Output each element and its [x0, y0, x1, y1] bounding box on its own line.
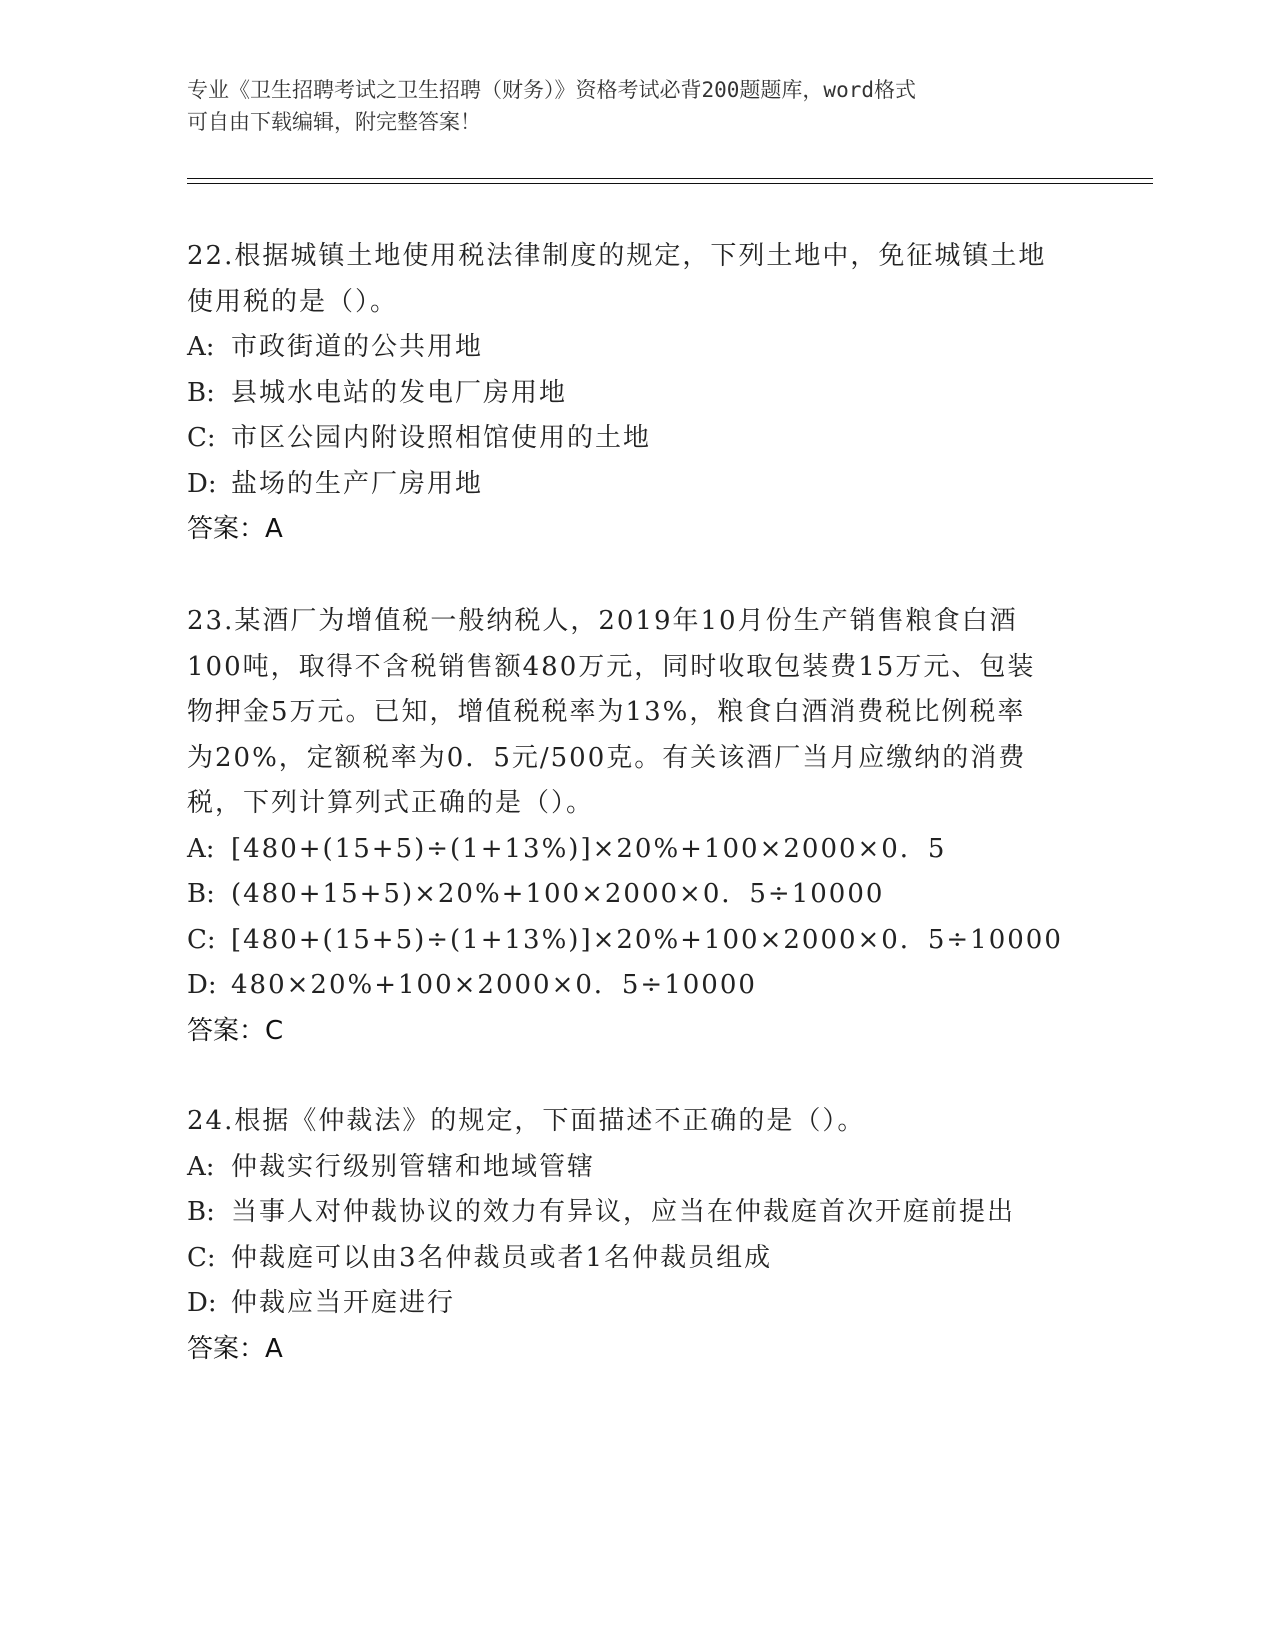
option-c — [187, 416, 1087, 462]
option-text: 盐场的生产厂房用地 — [231, 468, 484, 499]
question-text-line: 物押金5万元。已知，增值税税率为13%，粮食白酒消费税比例税率 — [187, 697, 1026, 727]
page-header — [187, 74, 1087, 138]
option-d — [187, 462, 1087, 508]
option-label: A: — [187, 1151, 215, 1182]
header-title-line-1: 专业《卫生招聘考试之卫生招聘（财务）》资格考试必背200题题库，word格式 — [187, 78, 916, 102]
question-text-line: 使用税的是（）。 — [187, 286, 399, 317]
option-a — [187, 1145, 1087, 1191]
question-text-line: 23.某酒厂为增值税一般纳税人，2019年10月份生产销售粮食白酒 — [187, 606, 1018, 636]
option-text: 市政街道的公共用地 — [231, 332, 484, 362]
option-label: B: — [187, 1197, 215, 1227]
option-d — [187, 963, 1087, 1009]
answer-line: 答案：A — [187, 514, 283, 544]
question-23 — [187, 599, 1087, 1054]
question-text-line: 24.根据《仲裁法》的规定，下面描述不正确的是（）。 — [187, 1106, 866, 1136]
option-label: C: — [187, 1242, 216, 1273]
question-text — [187, 234, 1087, 325]
option-b — [187, 872, 1087, 918]
option-text: 县城水电站的发电厂房用地 — [231, 377, 568, 408]
header-title-line-2: 可自由下载编辑，附完整答案！ — [187, 110, 481, 134]
question-24 — [187, 1099, 1087, 1372]
option-label: D: — [187, 970, 217, 1000]
option-label: C: — [187, 423, 216, 453]
option-text: 480×20%+100×2000×0．5÷10000 — [231, 970, 757, 1000]
option-c — [187, 918, 1087, 964]
option-label: A: — [187, 332, 215, 362]
question-text — [187, 1099, 1087, 1145]
option-label: A: — [187, 833, 215, 864]
option-text: 当事人对仲裁协议的效力有异议，应当在仲裁庭首次开庭前提出 — [231, 1197, 1016, 1227]
option-a — [187, 325, 1087, 371]
option-label: C: — [187, 924, 216, 955]
answer-line: 答案：C — [187, 1015, 284, 1046]
option-text: 市区公园内附设照相馆使用的土地 — [231, 423, 652, 453]
option-label: B: — [187, 377, 215, 408]
option-text: [480+(15+5)÷(1+13%)]×20%+100×2000×0．5÷10000 — [231, 924, 1063, 955]
question-text-line: 100吨，取得不含税销售额480万元，同时收取包装费15万元、包装 — [187, 651, 1036, 682]
question-text-line: 为20%，定额税率为0．5元/500克。有关该酒厂当月应缴纳的消费 — [187, 742, 1027, 773]
question-22 — [187, 234, 1087, 553]
option-text: [480+(15+5)÷(1+13%)]×20%+100×2000×0．5 — [231, 833, 947, 864]
option-a — [187, 827, 1087, 873]
option-b — [187, 1190, 1087, 1236]
option-d — [187, 1281, 1087, 1327]
option-label: D: — [187, 1288, 217, 1318]
option-label: B: — [187, 879, 215, 909]
answer-line: 答案：A — [187, 1333, 283, 1364]
option-text: 仲裁实行级别管辖和地域管辖 — [231, 1151, 596, 1182]
option-text: 仲裁庭可以由3名仲裁员或者1名仲裁员组成 — [231, 1242, 773, 1273]
question-text — [187, 599, 1087, 827]
question-text-line: 22.根据城镇土地使用税法律制度的规定，下列土地中，免征城镇土地 — [187, 241, 1047, 271]
option-c — [187, 1236, 1087, 1282]
question-text-line: 税，下列计算列式正确的是（）。 — [187, 788, 595, 818]
option-b — [187, 371, 1087, 417]
option-text: (480+15+5)×20%+100×2000×0．5÷10000 — [231, 879, 885, 909]
option-label: D: — [187, 468, 217, 499]
header-double-rule — [187, 178, 1153, 184]
option-text: 仲裁应当开庭进行 — [231, 1288, 456, 1318]
